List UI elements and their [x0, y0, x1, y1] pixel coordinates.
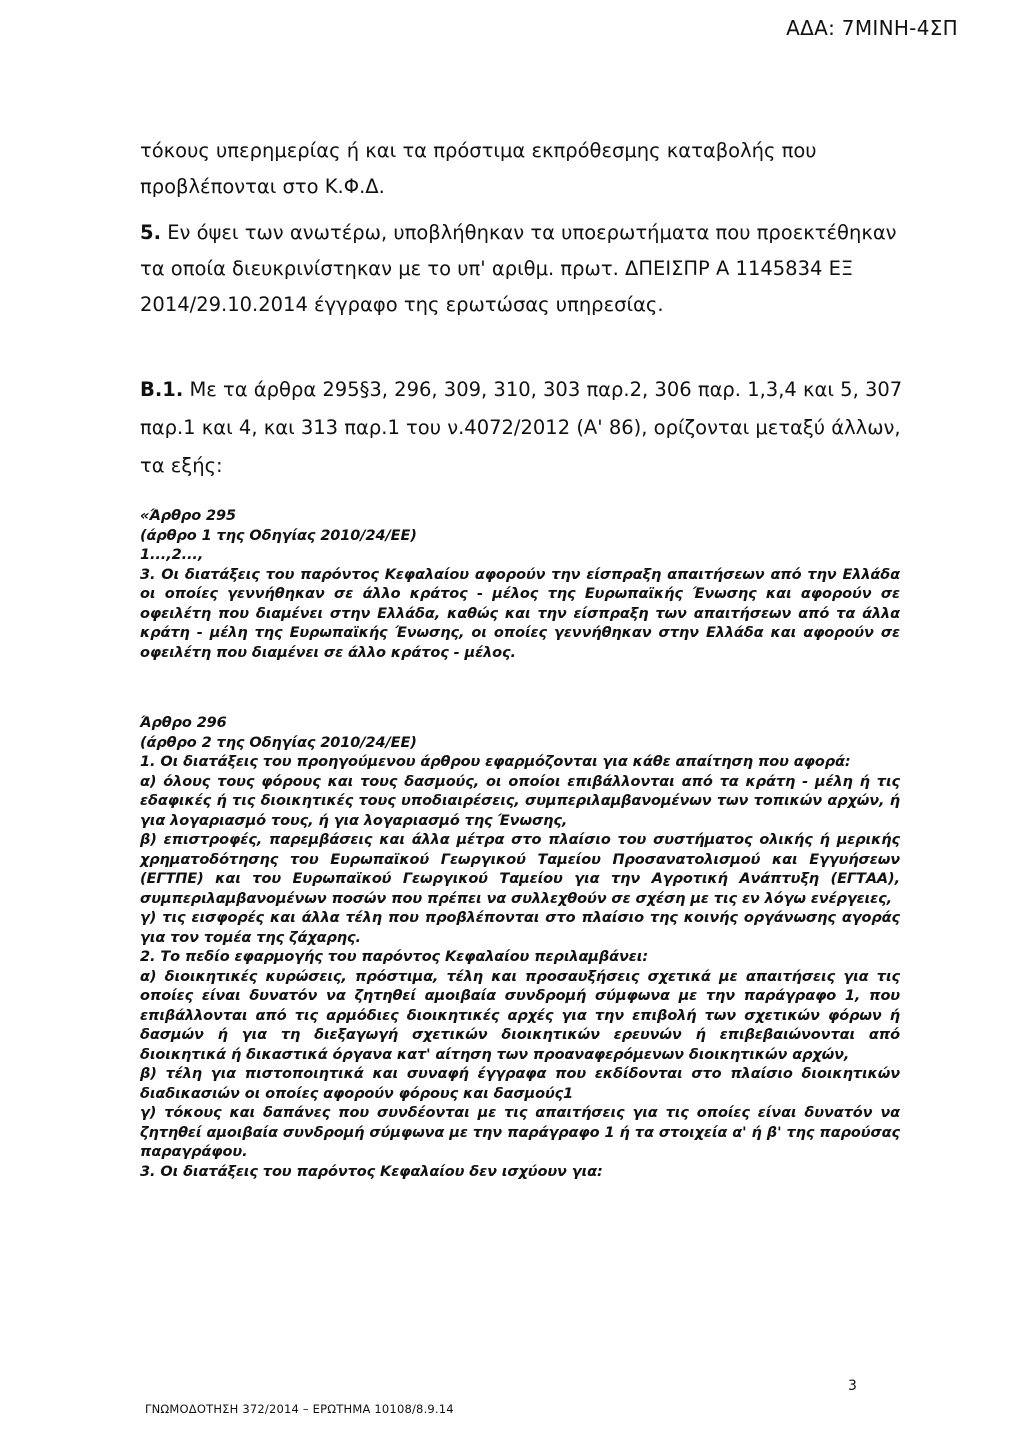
article-items: 1...,2..., [140, 547, 204, 563]
quoted-article-295 [140, 507, 900, 663]
paragraph-text: Εν όψει των ανωτέρω, υποβλήθηκαν τα υποερωτήματα που προεκτέθηκαν τα οποία διευκρινίστηκαν με το υπ' αριθμ. πρωτ. ΔΠΕΙΣΠΡ Α 1145834 ΕΞ 2014/29.10.2014 έγγραφο της ερωτώσας υπηρεσίας. [140, 221, 897, 316]
article-subtitle: (άρθρο 2 της Οδηγίας 2010/24/ΕΕ) [140, 734, 417, 751]
article-title: «Άρθρο 295 [140, 508, 236, 524]
article-paragraph-2: 2. Το πεδίο εφαρμογής του παρόντος Κεφαλαίου περιλαμβάνει: [140, 949, 649, 965]
article-item-2b: β) τέλη για πιστοποιητικά και συναφή έγγραφα που εκδίδονται στο πλαίσιο διοικητικών διαδικασιών οι οποίες αφορούν φόρους και δασμούς1 [140, 1066, 900, 1102]
ada-code: ΑΔΑ: 7ΜΙΝΗ-4ΣΠ [786, 16, 958, 40]
paragraph-number: 5. [140, 221, 161, 244]
paragraph-continuation: τόκους υπερημερίας ή και τα πρόστιμα εκπρόθεσμης καταβολής που προβλέπονται στο Κ.Φ.Δ. [140, 139, 817, 198]
paragraph-b1 [140, 371, 910, 485]
article-item-2a: α) διοικητικές κυρώσεις, πρόστιμα, τέλη και προσαυξήσεις σχετικά με απαιτήσεις για τις οποίες είναι δυνατόν να ζητηθεί αμοιβαία συνδρομή σύμφωνα με την παράγραφο 1, που επιβάλλονται από τις αρμόδιες διοικητικές αρχές για την επιβολή των σχετικών φόρων ή δασμών ή για τη διεξαγωγή σχετικών διοικητικών ερευνών ή επιβεβαιώνονται από διοικητικά ή δικαστικά όργανα κατ' αίτηση των προαναφερόμενων διοικητικών αρχών, [140, 968, 900, 1063]
article-subtitle: (άρθρο 1 της Οδηγίας 2010/24/ΕΕ) [140, 527, 417, 544]
article-paragraph-3: 3. Οι διατάξεις του παρόντος Κεφαλαίου δεν ισχύουν για: [140, 1163, 603, 1180]
page-number: 3 [848, 1378, 857, 1394]
section-number: Β.1. [140, 378, 184, 401]
article-item-1a: α) όλους τους φόρους και τους δασμούς, οι οποίοι επιβάλλονται από τα κράτη - μέλη ή τις εδαφικές ή τις διοικητικές τους υποδιαιρέσεις, συμπεριλαμβανομένων των τοπικών αρχών, ή για λογαριασμό τους, ή για λογαριασμό της Ένωσης, [140, 773, 900, 829]
quoted-article-296 [140, 714, 900, 1182]
article-paragraph-1: 1. Οι διατάξεις του προηγούμενου άρθρου εφαρμόζονται για κάθε απαίτηση που αφορά: [140, 754, 851, 770]
article-title: Άρθρο 296 [140, 715, 227, 731]
article-item-1c: γ) τις εισφορές και άλλα τέλη που προβλέπονται στο πλαίσιο της κοινής οργάνωσης αγοράς για τον τομέα της ζάχαρης. [140, 910, 900, 946]
footer-reference: ΓΝΩΜΟΔΟΤΗΣΗ 372/2014 – ΕΡΩΤΗΜΑ 10108/8.9.14 [145, 1402, 454, 1416]
paragraph-text: Με τα άρθρα 295§3, 296, 309, 310, 303 παρ.2, 306 παρ. 1,3,4 και 5, 307 παρ.1 και 4, και 313 παρ.1 του ν.4072/2012 (Α' 86), ορίζονται μεταξύ άλλων, τα εξής: [140, 378, 903, 477]
article-item-1b: β) επιστροφές, παρεμβάσεις και άλλα μέτρα στο πλαίσιο του συστήματος ολικής ή μερικής χρηματοδότησης του Ευρωπαϊκού Γεωργικού Ταμείου Προσανατολισμού και Εγγυήσεων (ΕΓΤΠΕ) και του Ευρωπαϊκού Γεωργικού Ταμείου για την Αγροτική Ανάπτυξη (ΕΓΤΑΑ), συμπεριλαμβανομένων ποσών που πρέπει να συλλεχθούν σε σχέση με τις εν λόγω ενέργειες, [140, 832, 900, 907]
article-item-2c: γ) τόκους και δαπάνες που συνδέονται με τις απαιτήσεις για τις οποίες είναι δυνατόν να ζητηθεί αμοιβαία συνδρομή σύμφωνα με την παράγραφο 1 ή τα στοιχεία α' ή β' της παρούσας παραγράφου. [140, 1105, 900, 1160]
paragraph-5 [140, 215, 910, 323]
article-paragraph-3: 3. Οι διατάξεις του παρόντος Κεφαλαίου αφορούν την είσπραξη απαιτήσεων από την Ελλάδα οι οποίες γεννήθηκαν σε άλλο κράτος - μέλος της Ευρωπαϊκής Ένωσης και αφορούν σε οφειλέτη που διαμένει στην Ελλάδα, καθώς και την είσπραξη των απαιτήσεων από τα άλλα κράτη - μέλη της Ευρωπαϊκής Ένωσης, οι οποίες γεννήθηκαν στην Ελλάδα και αφορούν σε οφειλέτη που διαμένει σε άλλο κράτος - μέλος. [140, 566, 900, 661]
